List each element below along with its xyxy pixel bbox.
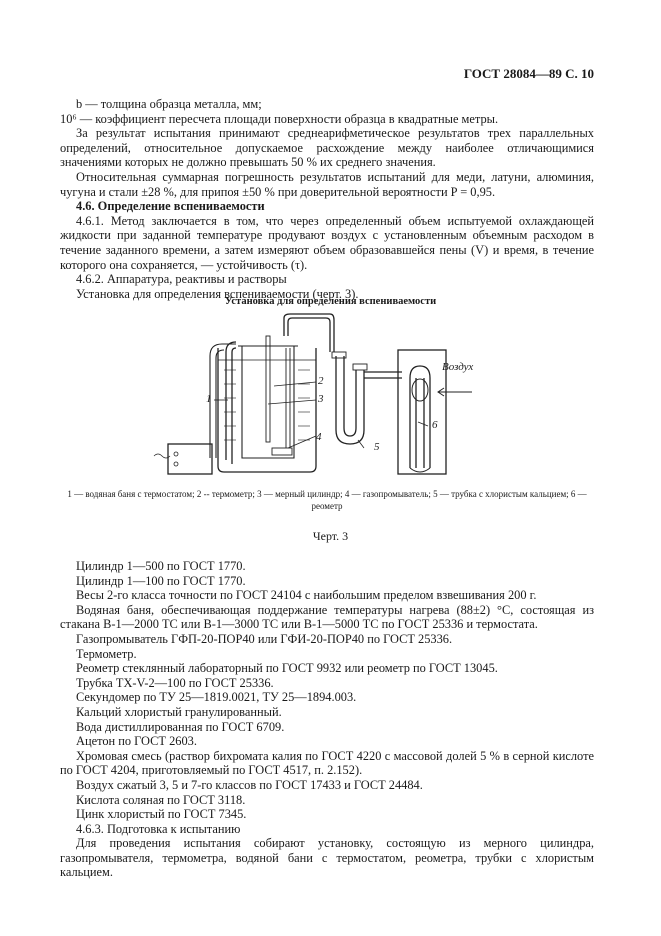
top-text-block (60, 97, 594, 301)
definition-10-6: 10⁶ — коэффициент пересчета площади поверхности образца в квадратные метры. (60, 111, 499, 126)
water-hatching (224, 370, 310, 440)
gas-washer-filter (272, 448, 292, 455)
label-5: 5 (374, 441, 380, 453)
list-item: Хромовая смесь (раствор бихромата калия по ГОСТ 4220 с массовой долей 5 % в серной кислоте по ГОСТ 4204, приготовляемый по ГОСТ 4517, п. 2.152). (60, 748, 594, 778)
air-arrow (438, 388, 472, 396)
figure-number: Черт. 3 (312, 529, 349, 543)
label-3: 3 (318, 393, 324, 405)
paragraph-preparation: Для проведения испытания собирают установку, состоящую из мерного цилиндра, газопромывателя, термометра, водяной бани с термостатом, реометра, трубки с хлористым кальцием. (60, 836, 594, 880)
thermometer (266, 336, 270, 442)
list-item: Кальций хлористый гранулированный. (76, 704, 282, 719)
figure-title: Установка для определения вспениваемости (224, 296, 437, 307)
apparatus-diagram (140, 308, 480, 483)
paragraph-4-6-1: 4.6.1. Метод заключается в том, что через определенный объем испытуемой охлаждающей жидкости при заданной температуре продувают воздух с установленным объемным расходом в течение заданного времени, а затем измеряют объем образовавшейся пены (V) и время, в течение которого она сохраняется, — устойчивость (τ). (60, 213, 594, 272)
section-heading-4-6: 4.6. Определение вспениваемости (76, 199, 265, 214)
calcium-chloride-tube (336, 356, 364, 444)
rheometer-tube (410, 366, 430, 468)
label-1: 1 (206, 393, 212, 405)
list-item: Газопромыватель ГФП-20-ПОР40 или ГФИ-20-ПОР40 по ГОСТ 25336. (76, 631, 453, 646)
paragraph-installation: Установка для определения вспениваемости (черт. 3). (76, 286, 359, 301)
list-item: Воздух сжатый 3, 5 и 7-го классов по ГОСТ 17433 и ГОСТ 24484. (76, 777, 423, 792)
list-item: Вода дистиллированная по ГОСТ 6709. (76, 719, 285, 734)
list-item: Трубка ТХ-V-2—100 по ГОСТ 25336. (76, 675, 274, 690)
paragraph-error: Относительная суммарная погрешность результатов испытаний для меди, латуни, алюминия, чугуна и стали ±28 %, для припоя ±50 % при доверительной вероятности P = 0,95. (60, 169, 594, 199)
list-item: Реометр стеклянный лабораторный по ГОСТ 9932 или реометр по ГОСТ 13045. (76, 661, 498, 676)
label-2: 2 (318, 375, 324, 387)
thermostat-box (168, 444, 212, 474)
paragraph-result: За результат испытания принимают среднеарифметическое результатов трех параллельных определений, относительное допускаемое расхождение между наиболее отличающимися значениями которых не должно превышать 50 % их среднего значения. (60, 126, 594, 170)
list-item: Цинк хлористый по ГОСТ 7345. (76, 807, 247, 822)
list-item: Цилиндр 1—500 по ГОСТ 1770. (76, 559, 246, 573)
water-bath-vessel (218, 348, 316, 472)
list-item: Ацетон по ГОСТ 2603. (76, 734, 197, 749)
page-header: ГОСТ 28084—89 С. 10 (463, 66, 594, 81)
equipment-list (60, 559, 594, 880)
list-item: Секундомер по ТУ 25—1819.0021, ТУ 25—1894.003. (76, 690, 357, 705)
label-4: 4 (316, 431, 322, 443)
gas-washer-tube (286, 348, 290, 448)
paragraph-4-6-2: 4.6.2. Аппаратура, реактивы и растворы (76, 272, 287, 287)
list-item: Весы 2-го класса точности по ГОСТ 24104 с наибольшим пределом взвешивания 200 г. (76, 588, 537, 603)
air-label: Воздух (442, 361, 474, 373)
definition-b: b — толщина образца металла, мм; (76, 97, 262, 111)
figure-caption: 1 — водяная баня с термостатом; 2 -- термометр; 3 — мерный цилиндр; 4 — газопромыватель; 5 — трубка с хлористым кальцием; 6 — реометр (67, 489, 587, 511)
list-item: Термометр. (76, 646, 137, 661)
list-item: Кислота соляная по ГОСТ 3118. (76, 792, 246, 807)
section-heading-4-6-3: 4.6.3. Подготовка к испытанию (76, 821, 241, 836)
list-item: Цилиндр 1—100 по ГОСТ 1770. (76, 573, 246, 588)
rheometer-housing (398, 350, 446, 474)
list-item: Водяная баня, обеспечивающая поддержание температуры нагрева (88±2) °С, состоящая из стакана В-1—2000 ТС или В-1—3000 ТС или В-1—5000 ТС по ГОСТ 25336 и термостата. (60, 602, 594, 632)
label-6: 6 (432, 419, 438, 431)
